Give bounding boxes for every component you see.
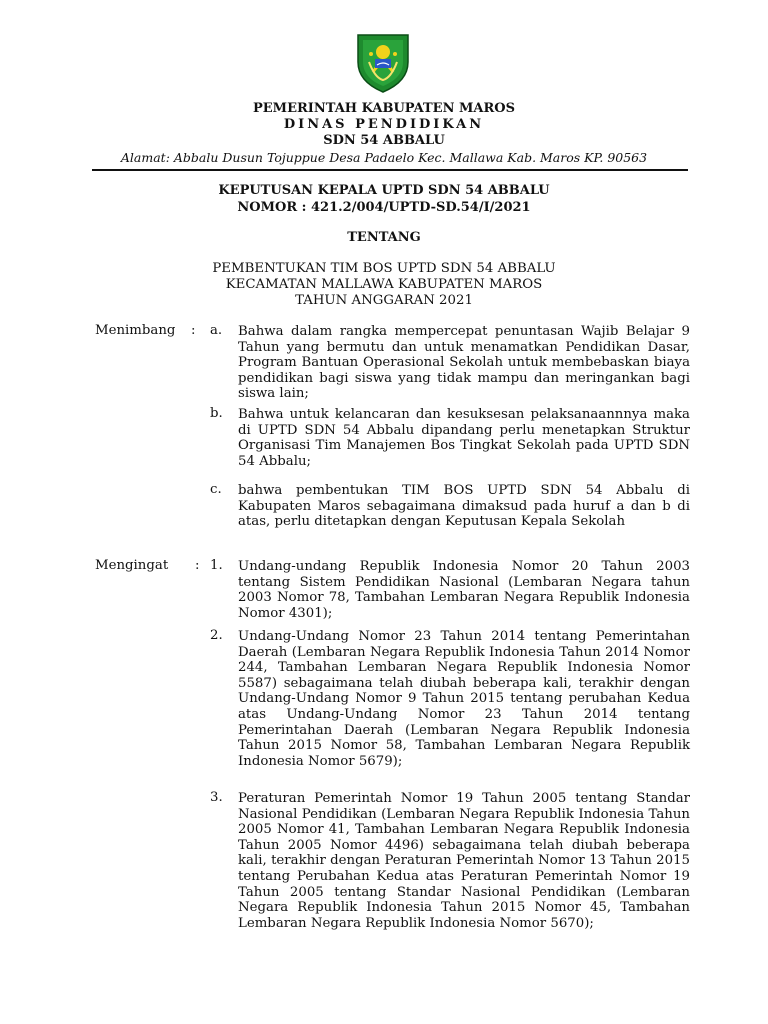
mengingat-item: Peraturan Pemerintah Nomor 19 Tahun 2005 tentang Standar Nasional Pendidikan (Lembaran Negara Republik Indonesia Tahun 2005 Nomor 41, Tambahan Lembaran Negara Republik Indonesia Tahun 2005 Nomor 4496) sebagaimana telah diubah beberapa kali, terakhir dengan Peraturan Pemerintah Nomor 13 Tahun 2015 tentang Perubahan Kedua atas Peraturan Pemerintah Nomor 19 Tahun 2005 tentang Standar Nasional Pendidikan (Lembaran Negara Republik Indonesia Tahun 2015 Nomor 45, Tambahan Lembaran Negara Republik Indonesia Nomor 5670); bbox=[238, 791, 690, 931]
list-marker: 3. bbox=[210, 790, 223, 805]
list-marker: 2. bbox=[210, 628, 223, 643]
decree-subject-line: TAHUN ANGGARAN 2021 bbox=[295, 293, 473, 308]
maros-regency-emblem-icon bbox=[355, 32, 411, 94]
mengingat-label: Mengingat bbox=[95, 558, 169, 573]
decree-subject-line: PEMBENTUKAN TIM BOS UPTD SDN 54 ABBALU bbox=[212, 261, 556, 276]
list-marker: 1. bbox=[210, 558, 223, 573]
letterhead-divider bbox=[92, 169, 688, 171]
decree-about-heading: TENTANG bbox=[347, 230, 421, 245]
menimbang-item: Bahwa untuk kelancaran dan kesuksesan pelaksanaannnya maka di UPTD SDN 54 Abbalu dipandang perlu menetapkan Struktur Organisasi Tim Manajemen Bos Tingkat Sekolah pada UPTD SDN 54 Abbalu; bbox=[238, 407, 690, 469]
school-address: Alamat: Abbalu Dusun Tojuppue Desa Padaelo Kec. Mallawa Kab. Maros KP. 90563 bbox=[120, 150, 648, 165]
menimbang-item: Bahwa dalam rangka mempercepat penuntasan Wajib Belajar 9 Tahun yang bermutu dan untuk menamatkan Pendidikan Dasar, Program Bantuan Operasional Sekolah untuk membebaskan biaya pendidikan bagi siswa yang tidak mampu dan meringankan bagi siswa lain; bbox=[238, 324, 690, 402]
decree-subject-line: KECAMATAN MALLAWA KABUPATEN MAROS bbox=[225, 277, 543, 292]
mengingat-item: Undang-Undang Nomor 23 Tahun 2014 tentang Pemerintahan Daerah (Lembaran Negara Republik Indonesia Tahun 2014 Nomor 244, Tambahan Lembaran Negara Republik Indonesia Nomor 5587) sebagaimana telah diubah beberapa kali, terakhir dengan Undang-Undang Nomor 9 Tahun 2015 tentang perubahan Kedua atas Undang-Undang Nomor 23 Tahun 2014 tentang Pemerintahan Daerah (Lembaran Negara Republik Indonesia Tahun 2015 Nomor 58, Tambahan Lembaran Negara Republik Indonesia Nomor 5679); bbox=[238, 629, 690, 769]
menimbang-colon: : bbox=[191, 323, 196, 338]
mengingat-colon: : bbox=[195, 558, 200, 573]
decree-title: KEPUTUSAN KEPALA UPTD SDN 54 ABBALU bbox=[218, 183, 550, 198]
menimbang-label: Menimbang bbox=[95, 323, 176, 338]
list-marker: b. bbox=[210, 406, 223, 421]
school-name: SDN 54 ABBALU bbox=[323, 133, 445, 148]
list-marker: a. bbox=[210, 323, 223, 338]
agency-name: PEMERINTAH KABUPATEN MAROS bbox=[253, 101, 515, 116]
list-marker: c. bbox=[210, 482, 222, 497]
decree-number: NOMOR : 421.2/004/UPTD-SD.54/I/2021 bbox=[237, 200, 531, 215]
mengingat-item: Undang-undang Republik Indonesia Nomor 20 Tahun 2003 tentang Sistem Pendidikan Nasional (Lembaran Negara tahun 2003 Nomor 78, Tambahan Lembaran Negara Republik Indonesia Nomor 4301); bbox=[238, 559, 690, 621]
department-name: DINAS PENDIDIKAN bbox=[283, 117, 485, 132]
menimbang-item: bahwa pembentukan TIM BOS UPTD SDN 54 Abbalu di Kabupaten Maros sebagaimana dimaksud pada huruf a dan b di atas, perlu ditetapkan dengan Keputusan Kepala Sekolah bbox=[238, 483, 690, 530]
